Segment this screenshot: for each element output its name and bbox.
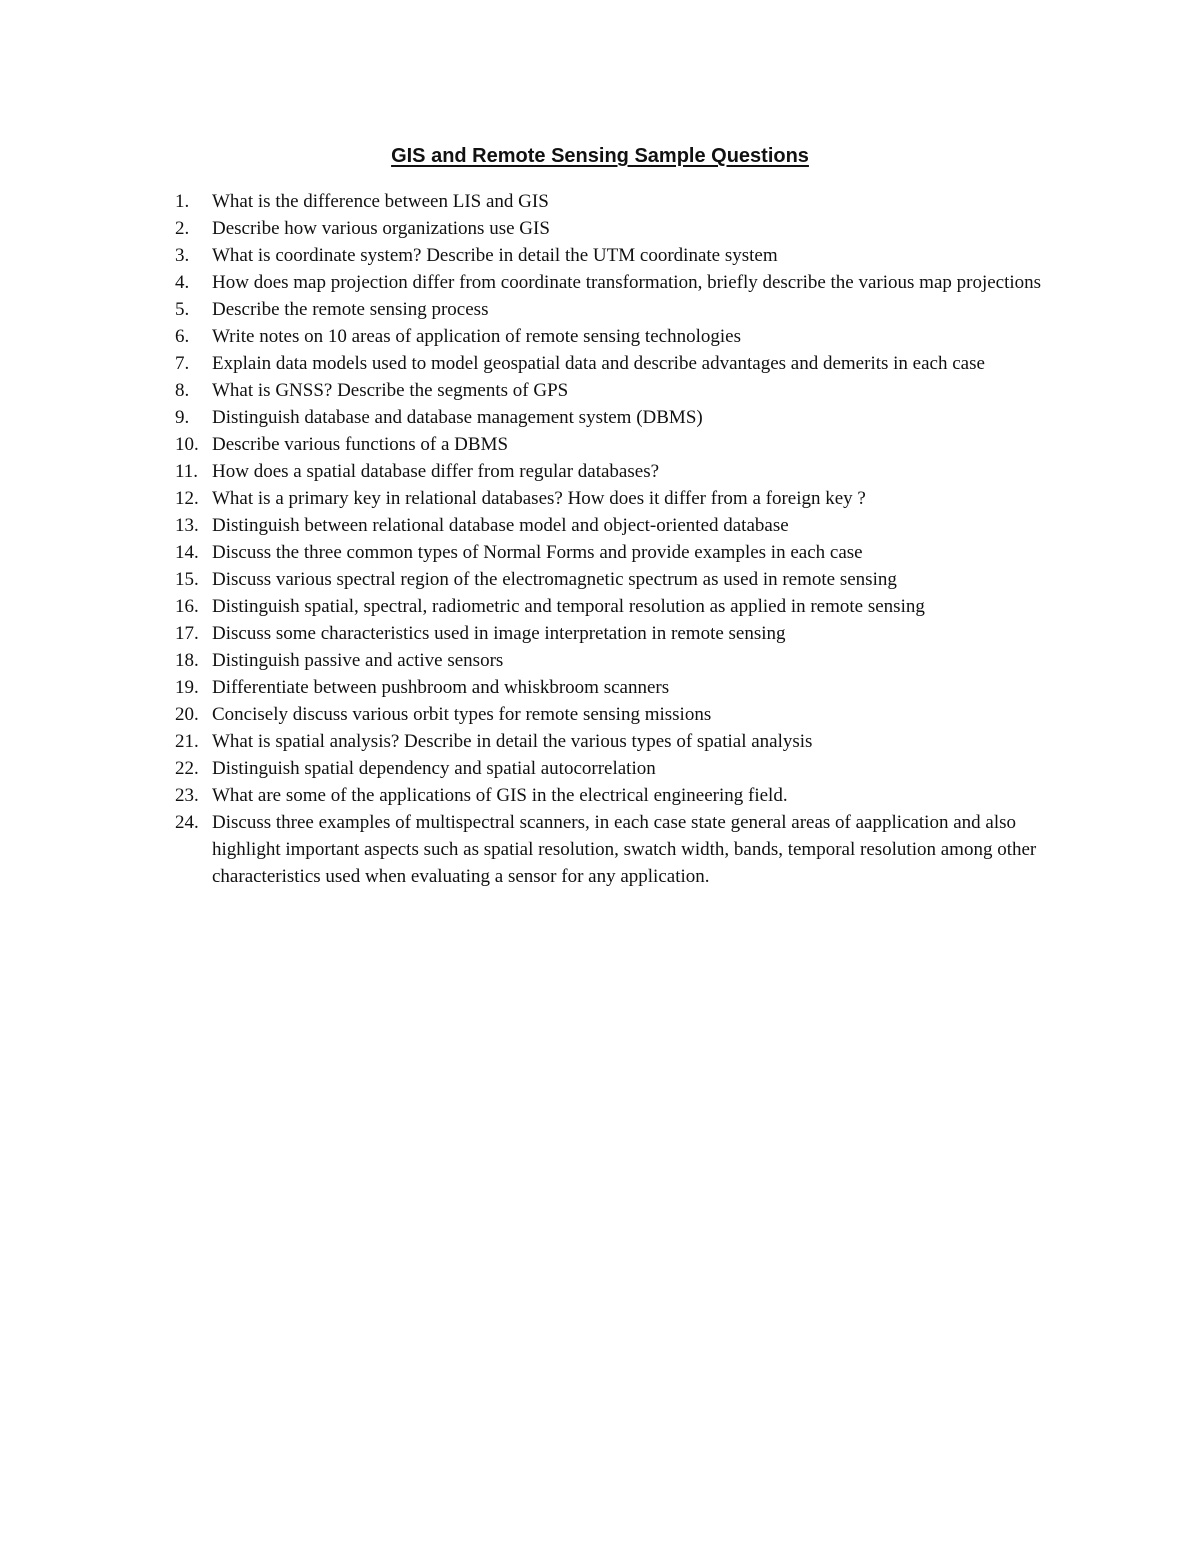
question-text: How does a spatial database differ from regular databases? [212,461,660,482]
question-text: What are some of the applications of GIS in the electrical engineering field. [212,785,788,806]
question-item [175,701,1075,728]
question-text: What is spatial analysis? Describe in detail the various types of spatial analysis [212,731,813,752]
question-number: 18. [175,650,199,671]
question-text: Distinguish between relational database model and object-oriented database [212,515,789,536]
question-number: 24. [175,812,199,833]
question-item [175,620,1075,647]
question-text: What is coordinate system? Describe in detail the UTM coordinate system [212,245,778,266]
question-text: How does map projection differ from coordinate transformation, briefly describe the various map projections [212,272,1042,293]
question-number: 11. [175,461,199,482]
question-number: 13. [175,515,199,536]
question-item [175,539,1075,566]
question-number: 9. [175,407,190,428]
question-number: 7. [175,353,190,374]
question-item [175,755,1075,782]
question-item [175,431,1075,458]
question-text: Discuss the three common types of Normal Forms and provide examples in each case [212,542,863,563]
question-text: Discuss some characteristics used in image interpretation in remote sensing [212,623,786,644]
question-text: Describe the remote sensing process [212,299,489,320]
question-item [175,593,1075,620]
question-text: Distinguish spatial, spectral, radiometric and temporal resolution as applied in remote sensing [212,596,925,617]
question-item [175,458,1075,485]
question-item [175,647,1075,674]
question-list [175,188,1075,890]
document-title: GIS and Remote Sensing Sample Questions [391,145,809,167]
question-number: 8. [175,380,190,401]
question-item [175,377,1075,404]
question-number: 2. [175,218,190,239]
question-number: 5. [175,299,190,320]
question-text: Differentiate between pushbroom and whiskbroom scanners [212,677,670,698]
question-item [175,215,1075,242]
question-item [175,350,1075,377]
question-number: 1. [175,191,190,212]
question-text: What is GNSS? Describe the segments of GPS [212,380,569,401]
question-item [175,404,1075,431]
question-item [175,512,1075,539]
question-number: 15. [175,569,199,590]
question-item [175,269,1075,296]
question-number: 10. [175,434,199,455]
question-text: Distinguish passive and active sensors [212,650,504,671]
question-item [175,782,1075,809]
question-number: 16. [175,596,199,617]
question-text: Concisely discuss various orbit types for remote sensing missions [212,704,712,725]
question-number: 6. [175,326,190,347]
question-text: What is a primary key in relational databases? How does it differ from a foreign key ? [212,488,866,509]
question-text: Distinguish database and database management system (DBMS) [212,407,703,428]
question-text: Explain data models used to model geospatial data and describe advantages and demerits in each case [212,353,985,374]
question-number: 17. [175,623,199,644]
question-text: Discuss three examples of multispectral scanners, in each case state general areas of aapplication and also highlight important aspects such as spatial resolution, swatch width, bands, temporal resolution among other characteristics used when evaluating a sensor for any application. [212,812,1037,887]
question-number: 21. [175,731,199,752]
question-text: Describe various functions of a DBMS [212,434,509,455]
question-text: Describe how various organizations use GIS [212,218,550,239]
question-item [175,323,1075,350]
question-number: 12. [175,488,199,509]
question-number: 4. [175,272,190,293]
question-number: 23. [175,785,199,806]
question-item [175,809,1075,890]
question-number: 22. [175,758,199,779]
question-text: Write notes on 10 areas of application of remote sensing technologies [212,326,741,347]
question-number: 19. [175,677,199,698]
question-item [175,242,1075,269]
question-item [175,188,1075,215]
question-item [175,674,1075,701]
question-text: What is the difference between LIS and GIS [212,191,549,212]
question-number: 14. [175,542,199,563]
question-text: Distinguish spatial dependency and spatial autocorrelation [212,758,656,779]
question-item [175,485,1075,512]
question-number: 3. [175,245,190,266]
question-number: 20. [175,704,199,725]
question-text: Discuss various spectral region of the electromagnetic spectrum as used in remote sensing [212,569,897,590]
question-item [175,566,1075,593]
question-item [175,296,1075,323]
question-item [175,728,1075,755]
